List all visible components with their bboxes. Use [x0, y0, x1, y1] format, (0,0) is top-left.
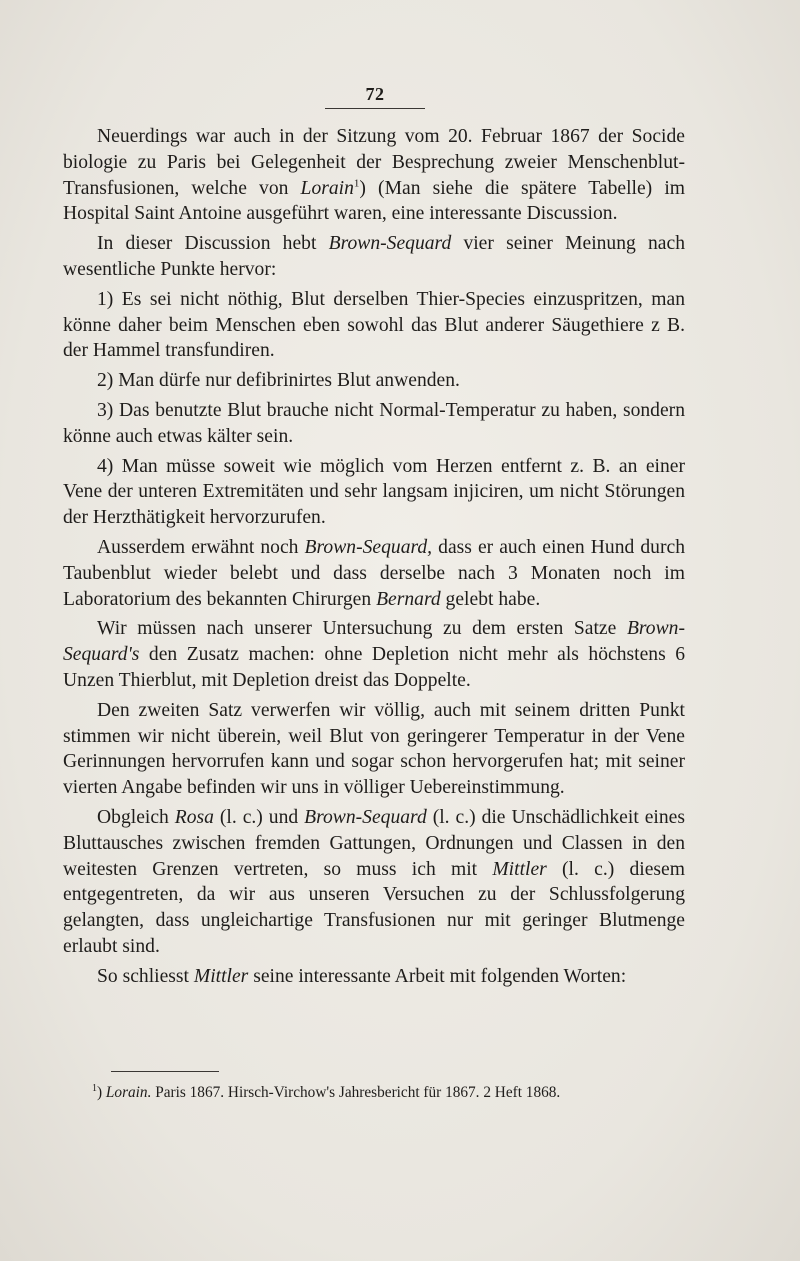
footnote-rule	[111, 1071, 219, 1072]
italic-name: Brown-Sequard	[328, 233, 452, 255]
text-run: Paris 1867. Hirsch-Virchow's Jahresbericht für 1867. 2 Heft 1868.	[151, 1084, 561, 1101]
page-number: 72	[365, 84, 385, 104]
text-run: vier seiner Meinung nach wesentliche Punkte hervor:	[63, 233, 685, 280]
paragraph	[63, 231, 685, 283]
italic-name: Brown-Sequard	[304, 806, 427, 828]
italic-name: Bernard	[376, 588, 441, 610]
italic-name: Rosa	[174, 806, 214, 828]
text-run: So schliesst	[97, 965, 194, 987]
text-run: In dieser Discussion hebt	[97, 233, 329, 255]
text-run: seine interessante Arbeit mit folgenden Worten:	[248, 965, 627, 987]
italic-name: Lorain	[300, 177, 354, 199]
italic-name: Brown-Sequard,	[304, 536, 433, 558]
text-run: (l. c.) diesem entgegentreten, da wir aus unseren Versuchen zu der Schlussfolgerung gelangten, dass ungleichartige Transfusionen nur mit geringer Blutmenge erlaubt sind.	[63, 858, 685, 957]
text-run: 3) Das benutzte Blut brauche nicht Normal-Temperatur zu haben, sondern könne auch etwas kälter sein.	[63, 399, 685, 447]
list-item	[63, 287, 685, 364]
paragraph	[63, 964, 685, 990]
list-item	[63, 368, 685, 394]
paragraph	[63, 535, 685, 612]
text-run: Neuerdings war auch in der Sitzung vom 20. Februar 1867 der Socide biologie zu Paris bei Gelegenheit der Besprechung zweier Menschenblut-Transfusionen, welche von	[63, 126, 685, 199]
text-run: Wir müssen nach unserer Untersuchung zu dem ersten Satze	[97, 618, 627, 640]
text-run: (l. c.) die Unschädlichkeit eines Bluttausches zwischen fremden Gattungen, Ordnungen und Classen in den weitesten Grenzen vertreten, so muss ich mit	[63, 806, 685, 880]
text-run: )	[97, 1084, 106, 1101]
text-run: gelebt habe.	[440, 588, 541, 610]
text-run: 4) Man müsse soweit wie möglich vom Herzen entfernt z. B. an einer Vene der unteren Extremitäten und sehr langsam injiciren, um nicht Störungen der Herzthätigkeit hervorzurufen.	[63, 455, 685, 529]
paragraph	[63, 805, 685, 960]
footnote-marker: 1	[92, 1082, 97, 1094]
footnote-marker: 1	[353, 177, 360, 190]
text-run: 2) Man dürfe nur defibrinirtes Blut anwenden.	[97, 370, 460, 392]
footnote	[92, 1083, 692, 1103]
text-run: dass er auch einen Hund durch Taubenblut wieder belebt und dass derselbe nach 3 Monaten noch im Laboratorium des bekannten Chirurgen	[63, 536, 685, 610]
body-text	[63, 124, 685, 990]
list-item	[63, 398, 685, 450]
italic-name: Lorain.	[105, 1084, 152, 1101]
paragraph	[63, 698, 685, 801]
text-run: Den zweiten Satz verwerfen wir völlig, auch mit seinem dritten Punkt stimmen wir nicht überein, weil Blut von geringerer Temperatur in der Vene Gerinnungen hervorrufen kann und sogar schon hervorgerufen hat; mit seiner vierten Angabe befinden wir uns in völliger Uebereinstimmung.	[63, 699, 685, 799]
paragraph	[63, 616, 685, 693]
paragraph	[63, 124, 685, 227]
text-run: (l. c.) und	[213, 806, 305, 828]
text-run: ) (Man siehe die spätere Tabelle) im Hospital Saint Antoine ausgeführt waren, eine interessante Discussion.	[63, 177, 686, 225]
italic-name: Brown-Sequard's	[63, 618, 685, 666]
text-run: Obgleich	[97, 806, 175, 828]
text-run: Ausserdem erwähnt noch	[97, 536, 305, 558]
italic-name: Mittler	[492, 858, 547, 880]
header-rule	[325, 108, 425, 109]
text-run: 1) Es sei nicht nöthig, Blut derselben Thier-Species einzuspritzen, man könne daher beim Menschen eben sowohl das Blut anderer Säugethiere z B. der Hammel transfundiren.	[63, 288, 685, 362]
text-run: den Zusatz machen: ohne Depletion nicht mehr als höchstens 6 Unzen Thierblut, mit Depletion dreist das Doppelte.	[63, 644, 685, 691]
list-item	[63, 454, 685, 531]
italic-name: Mittler	[193, 965, 249, 987]
